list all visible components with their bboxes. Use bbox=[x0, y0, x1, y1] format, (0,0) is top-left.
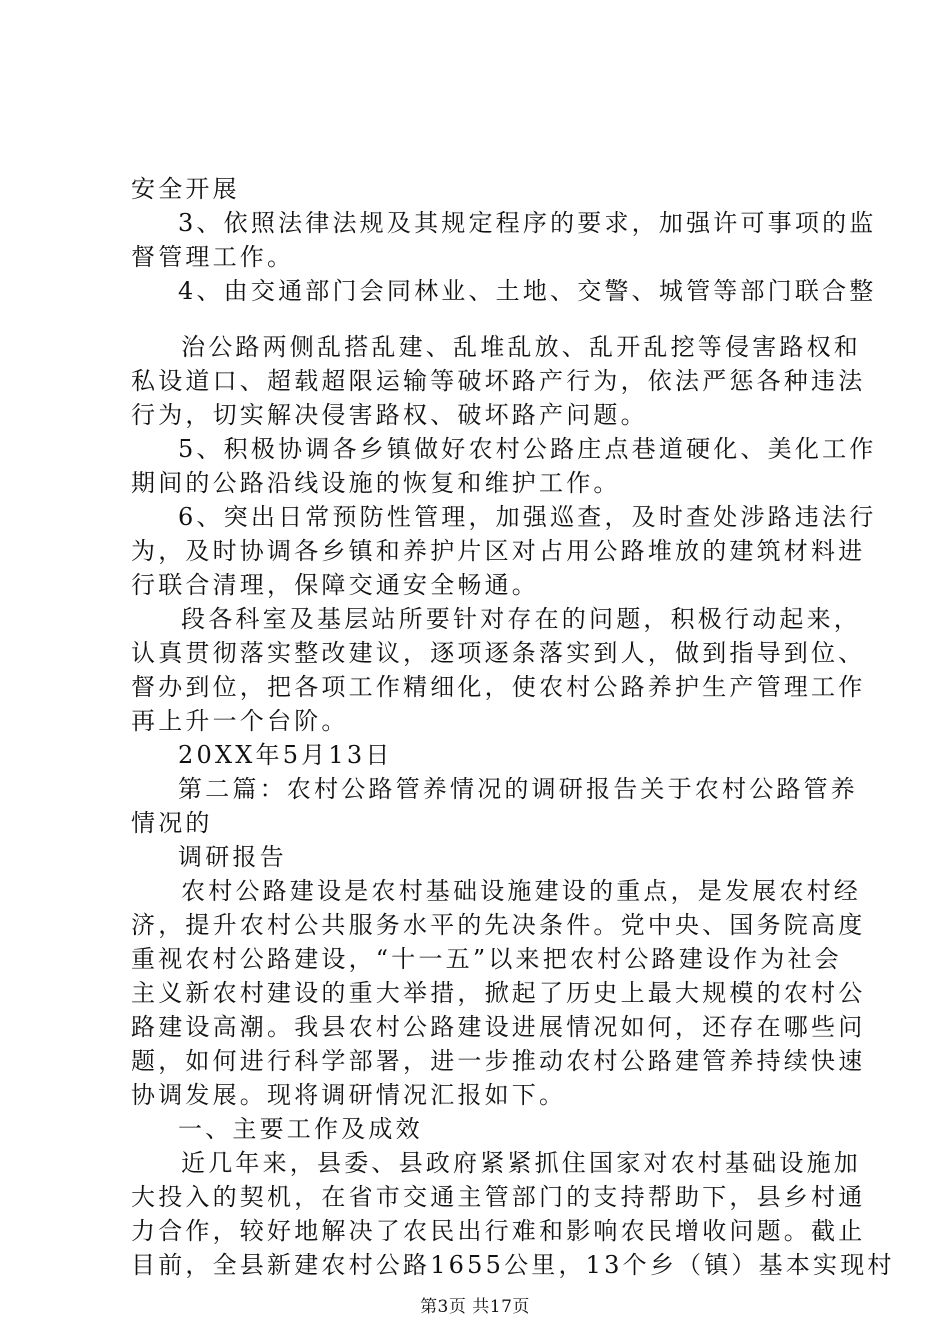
text-line: 6、突出日常预防性管理，加强巡查，及时查处涉路违法行 bbox=[178, 503, 877, 531]
text-line: 调研报告 bbox=[178, 843, 287, 871]
text-line: 主义新农村建设的重大举措，掀起了历史上最大规模的农村公 bbox=[131, 979, 866, 1007]
text-line: 治公路两侧乱搭乱建、乱堆乱放、乱开乱挖等侵害路权和 bbox=[181, 333, 861, 361]
text-line: 20XX年5月13日 bbox=[178, 741, 393, 769]
text-line: 期间的公路沿线设施的恢复和维护工作。 bbox=[131, 469, 621, 497]
text-line: 段各科室及基层站所要针对存在的问题，积极行动起来， bbox=[181, 605, 861, 633]
text-line: 4、由交通部门会同林业、土地、交警、城管等部门联合整 bbox=[178, 277, 877, 305]
text-line: 行联合清理，保障交通安全畅通。 bbox=[131, 571, 539, 599]
text-line: 近几年来，县委、县政府紧紧抓住国家对农村基础设施加 bbox=[181, 1149, 861, 1177]
text-line: 安全开展 bbox=[131, 175, 240, 203]
text-line: 行为，切实解决侵害路权、破坏路产问题。 bbox=[131, 401, 648, 429]
text-line: 路建设高潮。我县农村公路建设进展情况如何，还存在哪些问 bbox=[131, 1013, 866, 1041]
section-heading: 一、主要工作及成效 bbox=[178, 1115, 423, 1143]
text-line: 大投入的契机，在省市交通主管部门的支持帮助下，县乡村通 bbox=[131, 1183, 866, 1211]
text-line: 重视农村公路建设，“十一五”以来把农村公路建设作为社会 bbox=[131, 945, 842, 973]
text-line: 协调发展。现将调研情况汇报如下。 bbox=[131, 1081, 567, 1109]
text-line: 再上升一个台阶。 bbox=[131, 707, 349, 735]
text-line: 为，及时协调各乡镇和养护片区对占用公路堆放的建筑材料进 bbox=[131, 537, 866, 565]
text-line: 5、积极协调各乡镇做好农村公路庄点巷道硬化、美化工作 bbox=[178, 435, 877, 463]
text-line: 督管理工作。 bbox=[131, 243, 295, 271]
text-line: 督办到位，把各项工作精细化，使农村公路养护生产管理工作 bbox=[131, 673, 866, 701]
text-line: 第二篇：农村公路管养情况的调研报告关于农村公路管养 bbox=[178, 775, 858, 803]
text-line: 3、依照法律法规及其规定程序的要求，加强许可事项的监 bbox=[178, 209, 877, 237]
text-line: 农村公路建设是农村基础设施建设的重点，是发展农村经 bbox=[181, 877, 861, 905]
text-line: 力合作，较好地解决了农民出行难和影响农民增收问题。截止 bbox=[131, 1217, 866, 1245]
text-line: 私设道口、超载超限运输等破坏路产行为，依法严惩各种违法 bbox=[131, 367, 866, 395]
page-footer: 第3页 共17页 bbox=[420, 1297, 530, 1317]
text-line: 情况的 bbox=[131, 809, 213, 837]
text-line: 济，提升农村公共服务水平的先决条件。党中央、国务院高度 bbox=[131, 911, 866, 939]
text-line: 目前，全县新建农村公路1655公里，13个乡（镇）基本实现村 bbox=[131, 1251, 895, 1279]
text-line: 题，如何进行科学部署，进一步推动农村公路建管养持续快速 bbox=[131, 1047, 866, 1075]
text-line: 认真贯彻落实整改建议，逐项逐条落实到人，做到指导到位、 bbox=[131, 639, 866, 667]
